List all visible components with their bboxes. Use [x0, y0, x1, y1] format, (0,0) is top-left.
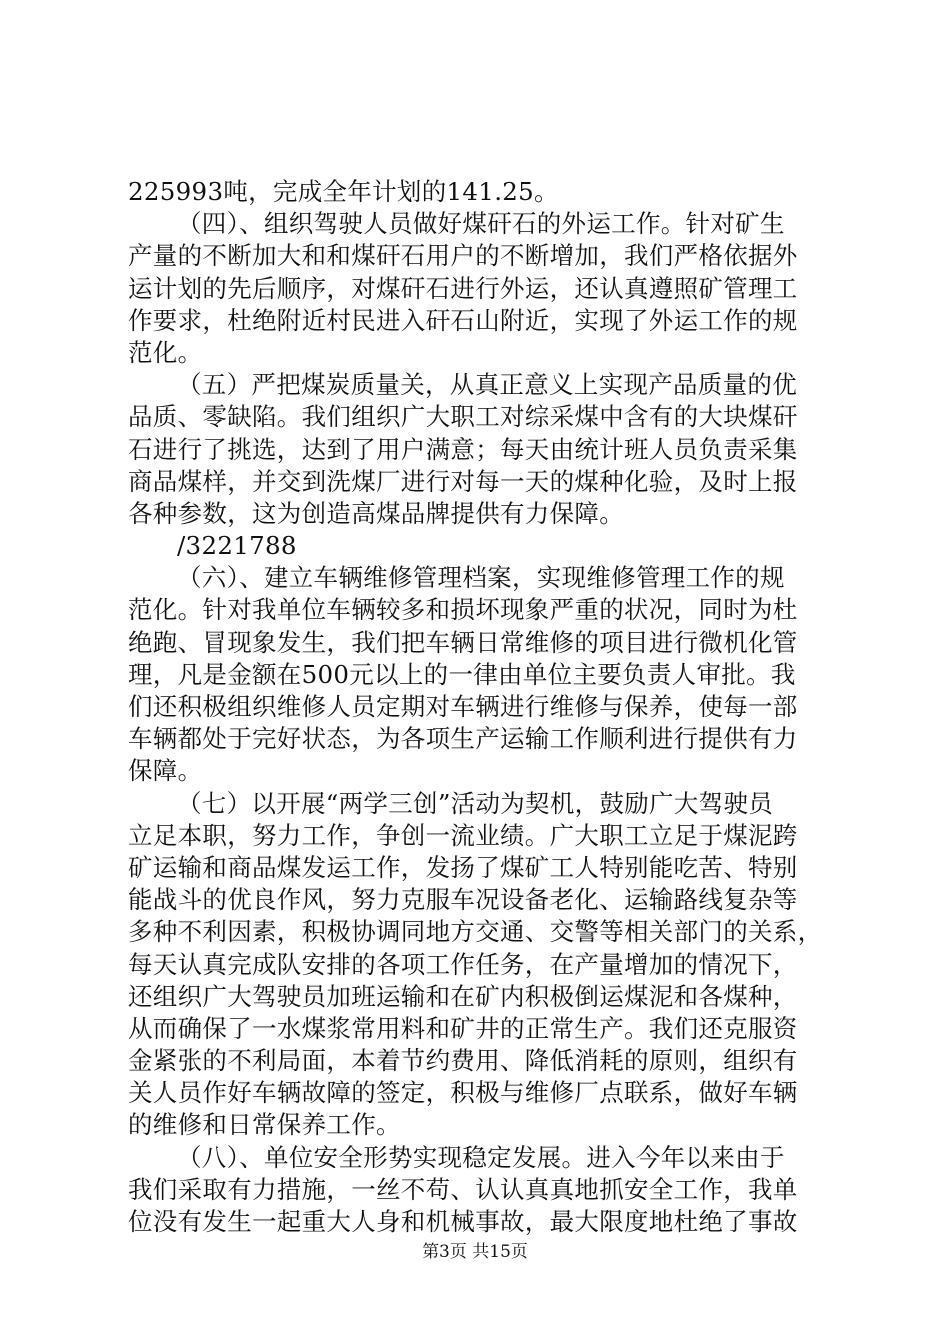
text-line: 保障。	[128, 756, 203, 786]
text-line: 225993吨，完成全年计划的141.25。	[128, 177, 559, 206]
text-line: 我们采取有力措施，一丝不苟、认认真真地抓安全工作，我单	[128, 1174, 798, 1204]
paragraph-4-start: （四）、组织驾驶人员做好煤矸石的外运工作。针对矿生	[177, 209, 785, 239]
text-line: 作要求，杜绝附近村民进入矸石山附近，实现了外运工作的规	[128, 305, 798, 335]
paragraph-8-start: （八）、单位安全形势实现稳定发展。进入今年以来由于	[177, 1142, 785, 1172]
text-line: 各种参数，这为创造高煤品牌提供有力保障。	[128, 498, 624, 528]
text-line: 金紧张的不利局面，本着节约费用、降低消耗的原则，组织有	[128, 1046, 798, 1076]
text-line: 还组织广大驾驶员加班运输和在矿内积极倒运煤泥和各煤种，	[128, 981, 798, 1011]
text-line: 范化。	[128, 337, 203, 367]
text-line: 运计划的先后顺序，对煤矸石进行外运，还认真遵照矿管理工	[128, 273, 798, 303]
text-line: 每天认真完成队安排的各项工作任务，在产量增加的情况下，	[128, 949, 798, 979]
text-line: 理，凡是金额在500元以上的一律由单位主要负责人审批。我	[128, 659, 796, 689]
text-line: 多种不利因素，积极协调同地方交通、交警等相关部门的关系，	[128, 917, 823, 947]
document-body	[128, 176, 834, 1238]
reference-code: /3221788	[177, 531, 297, 561]
text-line: 产量的不断加大和和煤矸石用户的不断增加，我们严格依据外	[128, 241, 798, 271]
text-line: 石进行了挑选，达到了用户满意；每天由统计班人员负责采集	[128, 434, 798, 464]
text-line: 车辆都处于完好状态，为各项生产运输工作顺利进行提供有力	[128, 724, 798, 754]
paragraph-7-start: （七）以开展“两学三创”活动为契机，鼓励广大驾驶员	[177, 788, 774, 818]
text-line: 商品煤样，并交到洗煤厂进行对每一天的煤种化验，及时上报	[128, 466, 798, 496]
text-line: 绝跑、冒现象发生，我们把车辆日常维修的项目进行微机化管	[128, 627, 798, 657]
text-line: 能战斗的优良作风，努力克服车况设备老化、运输路线复杂等	[128, 885, 798, 915]
text-line: 关人员作好车辆故障的签定，积极与维修厂点联系，做好车辆	[128, 1078, 798, 1108]
page-number-footer: 第3页 共15页	[422, 1242, 528, 1262]
text-line: 们还积极组织维修人员定期对车辆进行维修与保养，使每一部	[128, 692, 798, 721]
text-line: 品质、零缺陷。我们组织广大职工对综采煤中含有的大块煤矸	[128, 402, 798, 432]
text-line: 矿运输和商品煤发运工作，发扬了煤矿工人特别能吃苦、特别	[128, 852, 798, 882]
text-line: 立足本职，努力工作，争创一流业绩。广大职工立足于煤泥跨	[128, 820, 798, 850]
paragraph-5-start: （五）严把煤炭质量关，从真正意义上实现产品质量的优	[177, 370, 797, 400]
text-line: 从而确保了一水煤浆常用料和矿井的正常生产。我们还克服资	[128, 1013, 798, 1043]
text-line: 范化。针对我单位车辆较多和损坏现象严重的状况，同时为杜	[128, 595, 798, 625]
text-line: 的维修和日常保养工作。	[128, 1110, 401, 1140]
paragraph-6-start: （六）、建立车辆维修管理档案，实现维修管理工作的规	[177, 563, 785, 593]
text-line: 位没有发生一起重大人身和机械事故，最大限度地杜绝了事故	[128, 1207, 798, 1236]
